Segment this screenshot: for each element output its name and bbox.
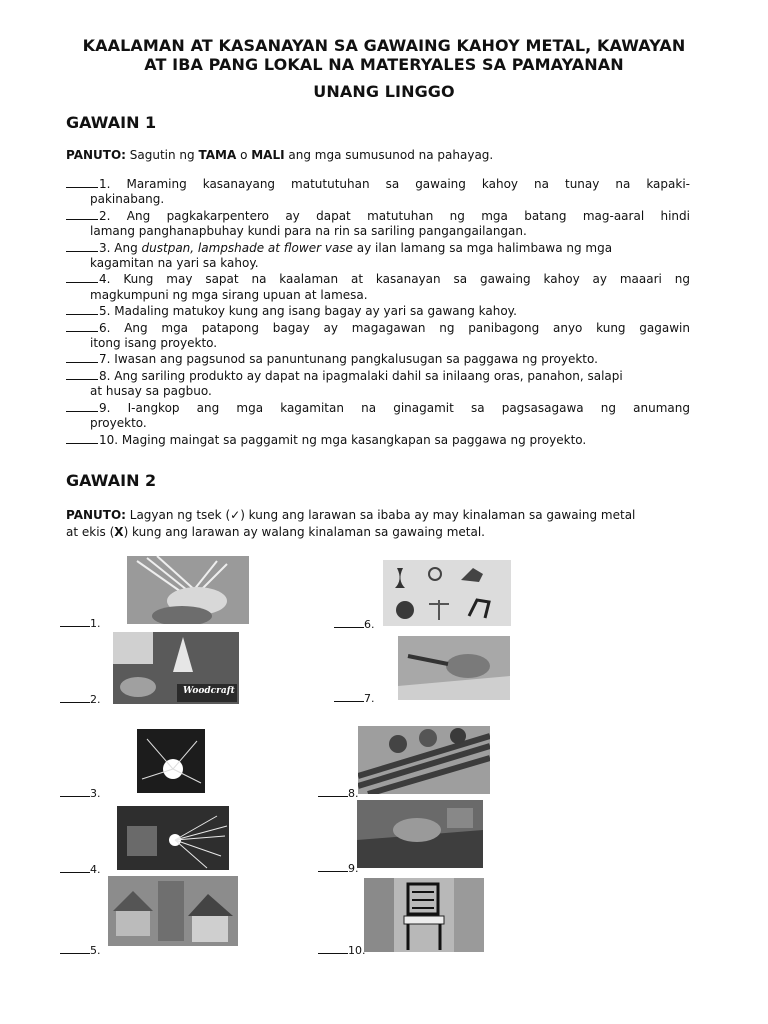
answer-blank[interactable] bbox=[66, 320, 98, 332]
gawain2-heading: GAWAIN 2 bbox=[66, 471, 157, 490]
list-item: 8. Ang sariling produkto ay dapat na ipagmalaki dahil sa inilaang oras, panahon, salapi bbox=[66, 368, 690, 384]
chair-photo bbox=[364, 878, 484, 952]
answer-blank[interactable] bbox=[60, 616, 90, 627]
woodcraft-collage bbox=[113, 632, 239, 704]
woodcraft-caption: Woodcraft bbox=[183, 686, 235, 696]
gawain1-heading: GAWAIN 1 bbox=[66, 113, 157, 132]
list-item-cont: pakinabang. bbox=[90, 192, 165, 207]
list-item: 2. Ang pagkakarpentero ay dapat matutuhan ng mga batang mag-aaral hindi bbox=[66, 208, 690, 224]
answer-blank[interactable] bbox=[318, 861, 348, 872]
item-label-7: 7. bbox=[334, 691, 375, 705]
metal-ornaments-photo bbox=[383, 560, 511, 626]
title-line-2: AT IBA PANG LOKAL NA MATERYALES SA PAMAYANAN bbox=[144, 55, 624, 74]
title-line-1: KAALAMAN AT KASANAYAN SA GAWAING KAHOY METAL, KAWAYAN bbox=[82, 36, 686, 55]
list-item-cont: itong isang proyekto. bbox=[90, 336, 218, 351]
item-label-9: 9. bbox=[318, 861, 359, 875]
answer-blank[interactable] bbox=[66, 271, 98, 283]
item-label-6: 6. bbox=[334, 617, 375, 631]
answer-blank[interactable] bbox=[66, 176, 98, 188]
list-item-cont: proyekto. bbox=[90, 416, 147, 431]
item-label-10: 10. bbox=[318, 943, 366, 957]
item-label-3: 3. bbox=[60, 786, 101, 800]
item-label-5: 5. bbox=[60, 943, 101, 957]
list-item: 9. I-angkop ang mga kagamitan na ginagamit sa pagsasagawa ng anumang bbox=[66, 400, 690, 416]
list-item: 5. Madaling matukoy kung ang isang bagay ay yari sa gawang kahoy. bbox=[66, 303, 690, 319]
check-mark-icon: ✓ bbox=[230, 508, 241, 522]
answer-blank[interactable] bbox=[318, 943, 348, 954]
woodworking-hands-photo bbox=[398, 636, 510, 700]
item-label-1: 1. bbox=[60, 616, 101, 630]
item-label-2: 2. bbox=[60, 692, 101, 706]
answer-blank[interactable] bbox=[334, 617, 364, 628]
list-item-cont: at husay sa pagbuo. bbox=[90, 384, 212, 399]
answer-blank[interactable] bbox=[66, 208, 98, 220]
answer-blank[interactable] bbox=[66, 351, 98, 363]
list-item: 3. Ang dustpan, lampshade at flower vase ay ilan lamang sa mga halimbawa ng mga bbox=[66, 240, 690, 256]
list-item: 1. Maraming kasanayang matututuhan sa gawaing kahoy na tunay na kapaki- bbox=[66, 176, 690, 192]
answer-blank[interactable] bbox=[60, 943, 90, 954]
answer-blank[interactable] bbox=[334, 691, 364, 702]
answer-blank[interactable] bbox=[66, 368, 98, 380]
list-item-cont: magkumpuni ng mga sirang upuan at lamesa. bbox=[90, 287, 368, 302]
list-item: 6. Ang mga patapong bagay ay magagawan ng panibagong anyo kung gagawin bbox=[66, 320, 690, 336]
welding-photo bbox=[137, 729, 205, 793]
gawain1-instructions: PANUTO: Sagutin ng TAMA o MALI ang mga sumusunod na pahayag. bbox=[66, 148, 494, 162]
answer-blank[interactable] bbox=[66, 432, 98, 444]
item-label-4: 4. bbox=[60, 862, 101, 876]
list-item: 4. Kung may sapat na kaalaman at kasanayan sa gawaing kahoy ay maaari ng bbox=[66, 271, 690, 287]
x-mark-icon: X bbox=[114, 525, 124, 539]
item-label-8: 8. bbox=[318, 786, 359, 800]
gawain2-instructions: PANUTO: Lagyan ng tsek (✓) kung ang larawan sa ibaba ay may kinalaman sa gawaing metal at ekis (X) kung ang larawan ay walang kinalaman sa gawaing metal. bbox=[66, 508, 636, 539]
metal-workshop-photo bbox=[357, 800, 483, 868]
list-item-cont: kagamitan na yari sa kahoy. bbox=[90, 256, 259, 271]
answer-blank[interactable] bbox=[66, 240, 98, 252]
answer-blank[interactable] bbox=[60, 786, 90, 797]
answer-blank[interactable] bbox=[66, 400, 98, 412]
answer-blank[interactable] bbox=[60, 692, 90, 703]
list-item: 7. Iwasan ang pagsunod sa panuntunang pangkalusugan sa paggawa ng proyekto. bbox=[66, 351, 690, 367]
grinding-sparks-photo bbox=[117, 806, 229, 870]
gawain1-items bbox=[66, 176, 690, 448]
answer-blank[interactable] bbox=[60, 862, 90, 873]
list-item-cont: lamang panghanapbuhay kundi para na rin sa sariling pangangailangan. bbox=[90, 224, 527, 239]
metal-rods-photo bbox=[358, 726, 490, 794]
answer-blank[interactable] bbox=[66, 303, 98, 315]
weaving-photo bbox=[127, 556, 249, 624]
answer-blank[interactable] bbox=[318, 786, 348, 797]
list-item: 10. Maging maingat sa paggamit ng mga kasangkapan sa paggawa ng proyekto. bbox=[66, 432, 690, 448]
title-week: UNANG LINGGO bbox=[313, 82, 455, 101]
houses-collage bbox=[108, 876, 238, 946]
